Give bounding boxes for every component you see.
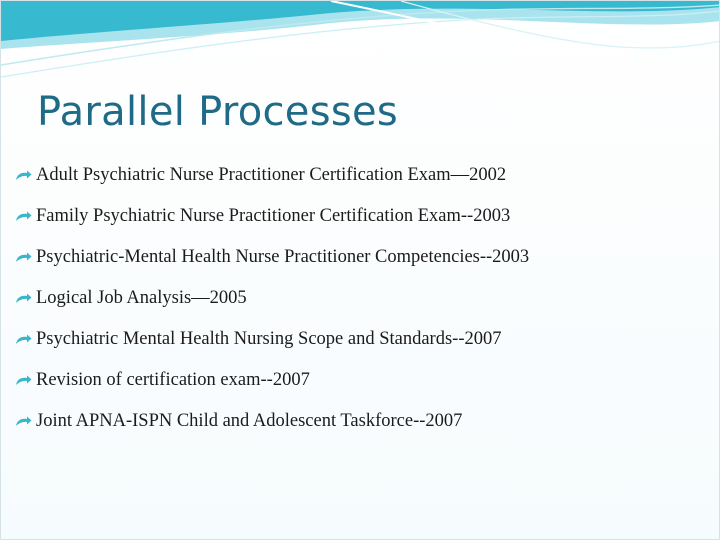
bullet-text: Psychiatric-Mental Health Nurse Practitioner Competencies--2003 (36, 247, 530, 267)
header-wave-decoration (1, 1, 720, 91)
bullet-text: Family Psychiatric Nurse Practitioner Certification Exam--2003 (36, 206, 511, 226)
bullet-text: Psychiatric Mental Health Nursing Scope and Standards--2007 (36, 329, 502, 349)
curved-arrow-icon (15, 416, 32, 428)
bullet-item (15, 319, 705, 360)
curved-arrow-icon (15, 211, 32, 223)
curved-arrow-icon (15, 375, 32, 387)
bullet-item (15, 196, 705, 237)
bullet-text: Logical Job Analysis—2005 (36, 288, 247, 308)
curved-arrow-icon (15, 252, 32, 264)
bullet-text: Joint APNA-ISPN Child and Adolescent Taskforce--2007 (36, 411, 463, 431)
bullet-item (15, 155, 705, 196)
slide-title: Parallel Processes (37, 89, 399, 135)
bullet-item (15, 360, 705, 401)
bullet-item (15, 401, 705, 442)
curved-arrow-icon (15, 334, 32, 346)
bullet-item (15, 237, 705, 278)
curved-arrow-icon (15, 293, 32, 305)
bullet-text: Revision of certification exam--2007 (36, 370, 310, 390)
bullet-text: Adult Psychiatric Nurse Practitioner Certification Exam—2002 (36, 165, 507, 185)
bullet-list (15, 155, 705, 442)
curved-arrow-icon (15, 170, 32, 182)
bullet-item (15, 278, 705, 319)
